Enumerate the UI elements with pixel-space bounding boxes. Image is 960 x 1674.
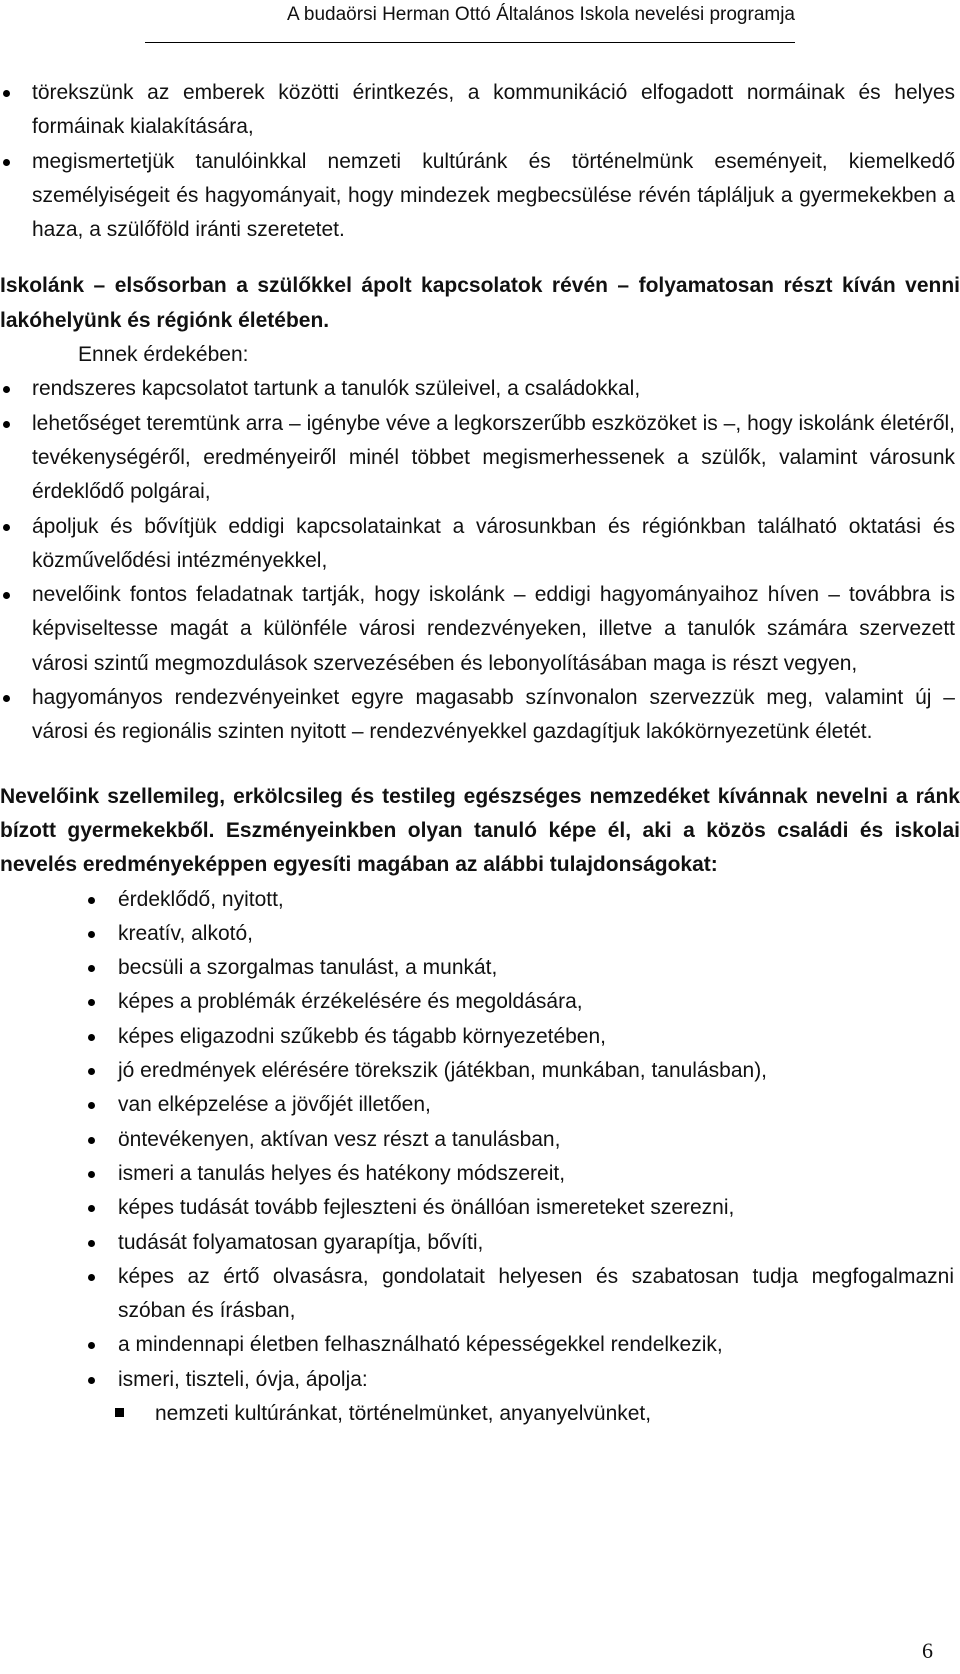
page-header <box>145 0 795 43</box>
list-item: ismeri, tiszteli, óvja, ápolja: <box>0 1363 954 1397</box>
list-item: hagyományos rendezvényeinket egyre magasabb színvonalon szervezzük meg, valamint új – városi és regionális szinten nyitott – rendezvényekkel gazdagítjuk lakókörnyezetünk életét. <box>0 681 955 750</box>
paragraph-ideals: Nevelőink szellemileg, erkölcsileg és testileg egészséges nemzedéket kívánnak nevelni a ránk bízott gyermekekből. Eszményeinkben olyan tanuló képe él, aki a közös családi és iskolai nevelés eredményeképpen egyesíti magában az alábbi tulajdonságokat: <box>0 784 960 877</box>
page-number: 6 <box>922 1638 933 1663</box>
list-item: jó eredmények elérésére törekszik (játékban, munkában, tanulásban), <box>0 1054 954 1088</box>
square-bullet-list-heritage <box>0 1397 960 1431</box>
list-item: tudását folyamatosan gyarapítja, bővíti, <box>0 1226 954 1260</box>
list-item: ápoljuk és bővítjük eddigi kapcsolatainkat a városunkban és régiónkban található oktatási és közművelődési intézményekkel, <box>0 510 955 579</box>
list-item: kreatív, alkotó, <box>0 917 954 951</box>
paragraph-community-lead: Ennek érdekében: <box>78 343 249 367</box>
list-item: képes az értő olvasásra, gondolatait helyesen és szabatosan tudja megfogalmazni szóban és írásban, <box>0 1260 954 1329</box>
list-item: becsüli a szorgalmas tanulást, a munkát, <box>0 951 954 985</box>
header-title: A budaörsi Herman Ottó Általános Iskola nevelési programja <box>287 4 795 25</box>
bullet-list-communication <box>0 76 960 247</box>
list-item: nemzeti kultúránkat, történelmünket, anyanyelvünket, <box>0 1397 960 1431</box>
paragraph-community: Iskolánk – elsősorban a szülőkkel ápolt kapcsolatok révén – folyamatosan részt kíván venni lakóhelyünk és régiónk életében. <box>0 274 960 332</box>
list-item: képes eligazodni szűkebb és tágabb környezetében, <box>0 1020 954 1054</box>
list-item: törekszünk az emberek közötti érintkezés, a kommunikáció elfogadott normáinak és helyes formáinak kialakítására, <box>0 76 955 145</box>
list-item: ismeri a tanulás helyes és hatékony módszereit, <box>0 1157 954 1191</box>
list-item: képes tudását tovább fejleszteni és önállóan ismereteket szerezni, <box>0 1191 954 1225</box>
document-body <box>0 76 960 1431</box>
list-item: öntevékenyen, aktívan vesz részt a tanulásban, <box>0 1123 954 1157</box>
list-item: megismertetjük tanulóinkkal nemzeti kultúránk és történelmünk eseményeit, kiemelkedő személyiségeit és hagyományait, hogy mindezek megbecsülése révén tápláljuk a gyermekekben a haza, a szülőföld iránti szeretetet. <box>0 145 955 248</box>
list-item: lehetőséget teremtünk arra – igénybe véve a legkorszerűbb eszközöket is –, hogy iskolánk életéről, tevékenységéről, eredményeiről minél többet megismerhessenek a szülők, valamint városunk érdeklődő polgárai, <box>0 407 955 510</box>
list-item: nevelőink fontos feladatnak tartják, hogy iskolánk – eddigi hagyományaihoz híven – továbbra is képviseltesse magát a különféle városi rendezvényeken, illetve a tanulók számára szervezett városi szintű megmozdulások szervezésében és lebonyolításában maga is részt vegyen, <box>0 578 955 681</box>
list-item: érdeklődő, nyitott, <box>0 883 954 917</box>
list-item: rendszeres kapcsolatot tartunk a tanulók szüleivel, a családokkal, <box>0 372 955 406</box>
list-item: képes a problémák érzékelésére és megoldására, <box>0 985 954 1019</box>
list-item: van elképzelése a jövőjét illetően, <box>0 1088 954 1122</box>
bullet-list-qualities <box>0 883 960 1397</box>
bullet-list-relations <box>0 372 960 749</box>
list-item: a mindennapi életben felhasználható képességekkel rendelkezik, <box>0 1328 954 1362</box>
